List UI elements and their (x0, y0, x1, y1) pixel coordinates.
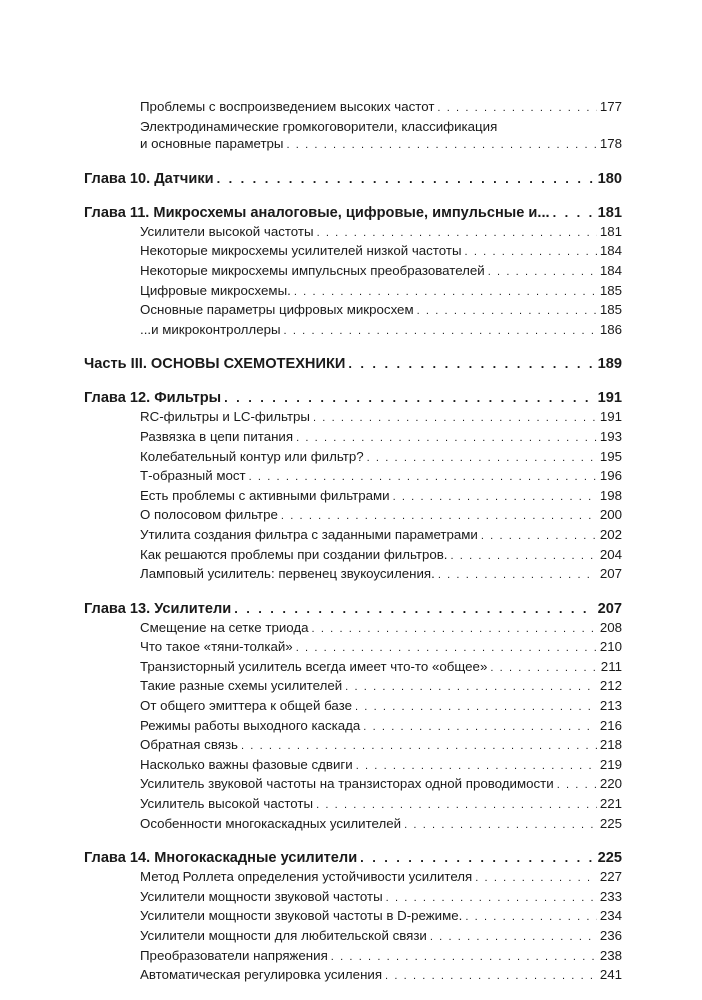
entry-title: Насколько важны фазовые сдвиги (140, 756, 353, 772)
entry-page: 196 (599, 468, 622, 484)
entry-page: 207 (599, 566, 622, 582)
toc-entry (140, 677, 622, 697)
dot-leader (356, 758, 597, 776)
chapter-page: 180 (597, 170, 622, 187)
table-of-contents (84, 98, 622, 986)
dot-leader (345, 679, 597, 697)
dot-leader (386, 890, 597, 908)
dot-leader (281, 508, 597, 526)
toc-entry (140, 756, 622, 776)
chapter-heading (84, 169, 622, 189)
entry-page: 219 (599, 756, 622, 772)
entry-page: 177 (599, 99, 622, 114)
dot-leader (360, 848, 594, 868)
entry-page: 233 (599, 888, 622, 904)
chapter-heading (84, 203, 622, 223)
entry-title: Особенности многокаскадных усилителей (140, 815, 402, 831)
dot-leader (241, 738, 597, 756)
entry-title: Некоторые микросхемы импульсных преобразователей (140, 262, 485, 278)
entry-page: 193 (599, 428, 622, 444)
dot-leader (249, 469, 597, 487)
dot-leader (348, 354, 594, 374)
dot-leader (355, 699, 597, 717)
dot-leader (313, 410, 597, 428)
part-heading (84, 354, 622, 374)
toc-entry (140, 907, 622, 927)
entry-page: 213 (599, 698, 622, 714)
dot-leader (553, 203, 595, 223)
entry-title: Т-образный мост (140, 468, 246, 484)
entry-page: 191 (599, 409, 622, 425)
toc-entry (140, 321, 622, 341)
entry-title: Усилители мощности звуковой частоты в D-режиме. (140, 908, 463, 924)
toc-entry (140, 697, 622, 717)
toc-entry (140, 565, 622, 585)
toc-entry (140, 546, 622, 566)
toc-entry (140, 428, 622, 448)
chapter-heading (84, 848, 622, 868)
dot-leader (465, 244, 597, 262)
toc-entry (140, 927, 622, 947)
entry-title: Усилители высокой частоты (140, 223, 314, 239)
dot-leader (465, 909, 596, 927)
dot-leader (488, 264, 597, 282)
dot-leader (316, 797, 597, 815)
spacer (84, 340, 622, 354)
entry-title: Ламповый усилитель: первенец звукоусиления. (140, 566, 435, 582)
toc-entry (140, 658, 622, 678)
entry-page: 216 (599, 717, 622, 733)
entry-title: Автоматическая регулировка усиления (140, 967, 383, 983)
toc-entry (140, 467, 622, 487)
dot-leader (404, 817, 597, 835)
entry-page: 234 (599, 908, 622, 924)
dot-leader (284, 323, 597, 341)
entry-title: Усилители мощности для любительской связи (140, 928, 427, 943)
toc-entry (140, 619, 622, 639)
entry-title: Как решаются проблемы при создании фильтров. (140, 546, 448, 562)
entry-title: Усилитель звуковой частоты на транзисторах одной проводимости (140, 776, 554, 792)
entry-title: Проблемы с воспроизведением высоких частот (140, 99, 435, 114)
entry-page: 236 (599, 928, 622, 943)
toc-entry (140, 888, 622, 908)
spacer (84, 189, 622, 203)
entry-title: Усилители мощности звуковой частоты (140, 888, 383, 904)
toc-entry (140, 223, 622, 243)
entry-page: 200 (599, 507, 622, 523)
toc-entry (140, 717, 622, 737)
toc-entry (140, 118, 622, 136)
entry-title-line: Электродинамические громкоговорители, классификация (140, 118, 498, 134)
entry-page: 218 (599, 737, 622, 753)
toc-entry (140, 947, 622, 967)
entry-title: Основные параметры цифровых микросхем (140, 302, 414, 318)
dot-leader (234, 599, 594, 619)
dot-leader (430, 929, 597, 947)
toc-entry (140, 966, 622, 986)
part-page: 189 (597, 356, 622, 373)
dot-leader (331, 949, 597, 967)
entry-page: 178 (599, 136, 622, 152)
dot-leader (393, 489, 597, 507)
entry-title: Режимы работы выходного каскада (140, 717, 361, 733)
dot-leader (367, 450, 597, 468)
toc-entry (140, 795, 622, 815)
toc-entry (140, 135, 622, 155)
dot-leader (481, 528, 597, 546)
toc-entry (140, 242, 622, 262)
dot-leader (312, 621, 597, 639)
entry-title: Утилита создания фильтра с заданными параметрами (140, 526, 478, 542)
entry-title: От общего эмиттера к общей базе (140, 698, 352, 714)
dot-leader (296, 640, 597, 658)
entry-title: Усилитель высокой частоты (140, 796, 314, 812)
entry-page: 210 (599, 639, 622, 655)
toc-entry (140, 448, 622, 468)
chapter-title: Глава 12. Фильтры (84, 390, 222, 407)
dot-leader (385, 968, 597, 986)
entry-page: 186 (599, 321, 622, 337)
entry-page: 212 (599, 678, 622, 694)
entry-title: Есть проблемы с активными фильтрами (140, 487, 390, 503)
toc-entry (140, 868, 622, 888)
entry-title: Некоторые микросхемы усилителей низкой частоты (140, 243, 462, 259)
dot-leader (451, 548, 597, 566)
dot-leader (363, 719, 597, 737)
chapter-page: 191 (597, 390, 622, 407)
toc-entry (140, 638, 622, 658)
entry-title: Транзисторный усилитель всегда имеет что-то «общее» (140, 658, 488, 674)
toc-entry (140, 408, 622, 428)
spacer (84, 155, 622, 169)
entry-title: RC-фильтры и LC-фильтры (140, 409, 310, 425)
entry-title: Такие разные схемы усилителей (140, 678, 343, 694)
dot-leader (490, 660, 597, 678)
chapter-title: Глава 14. Многокаскадные усилители (84, 850, 358, 867)
entry-page: 238 (599, 947, 622, 963)
toc-entry (140, 487, 622, 507)
entry-title: Смещение на сетке триода (140, 619, 309, 635)
chapter-page: 225 (597, 850, 622, 867)
entry-page: 225 (599, 815, 622, 831)
toc-entry (140, 815, 622, 835)
dot-leader (296, 430, 597, 448)
chapter-title: Глава 11. Микросхемы аналоговые, цифровые, импульсные и... (84, 204, 550, 221)
chapter-page: 207 (597, 600, 622, 617)
spacer (84, 374, 622, 388)
entry-page: 204 (599, 546, 622, 562)
entry-page: 195 (599, 448, 622, 464)
entry-page: 198 (599, 487, 622, 503)
entry-title: ...и микроконтроллеры (140, 321, 281, 337)
entry-page: 208 (599, 619, 622, 635)
chapter-page: 181 (597, 204, 622, 221)
entry-title: О полосовом фильтре (140, 507, 278, 523)
toc-entry (140, 775, 622, 795)
toc-entry (140, 282, 622, 302)
entry-page: 241 (599, 967, 622, 983)
toc-entry (140, 506, 622, 526)
toc-entry (140, 736, 622, 756)
chapter-heading (84, 388, 622, 408)
toc-entry (140, 98, 622, 118)
entry-title-line: и основные параметры (140, 136, 284, 152)
toc-entry (140, 301, 622, 321)
entry-page: 220 (599, 776, 622, 792)
dot-leader (437, 100, 596, 118)
chapter-heading (84, 599, 622, 619)
dot-leader (438, 567, 597, 585)
entry-page: 211 (600, 658, 622, 674)
entry-page: 185 (599, 282, 622, 298)
spacer (84, 585, 622, 599)
dot-leader (294, 284, 597, 302)
entry-page: 227 (599, 869, 622, 885)
entry-title: Метод Роллета определения устойчивости усилителя (140, 869, 473, 885)
entry-title: Цифровые микросхемы. (140, 282, 291, 298)
entry-title: Что такое «тяни-толкай» (140, 639, 293, 655)
dot-leader (224, 388, 595, 408)
entry-title: Колебательный контур или фильтр? (140, 448, 364, 464)
part-title: Часть III. ОСНОВЫ СХЕМОТЕХНИКИ (84, 356, 346, 373)
toc-entry (140, 262, 622, 282)
dot-leader (217, 169, 595, 189)
entry-page: 184 (599, 262, 622, 278)
dot-leader (417, 303, 597, 321)
entry-page: 202 (599, 526, 622, 542)
entry-title: Обратная связь (140, 737, 238, 753)
entry-title: Преобразователи напряжения (140, 947, 328, 963)
spacer (84, 834, 622, 848)
entry-page: 185 (599, 302, 622, 318)
toc-entry (140, 526, 622, 546)
dot-leader (557, 777, 597, 795)
dot-leader (475, 870, 597, 888)
dot-leader (286, 137, 596, 155)
entry-page: 221 (599, 796, 622, 812)
entry-page: 184 (599, 243, 622, 259)
dot-leader (317, 225, 597, 243)
chapter-title: Глава 10. Датчики (84, 170, 214, 187)
entry-title: Развязка в цепи питания (140, 428, 294, 444)
chapter-title: Глава 13. Усилители (84, 600, 232, 617)
entry-page: 181 (599, 223, 622, 239)
